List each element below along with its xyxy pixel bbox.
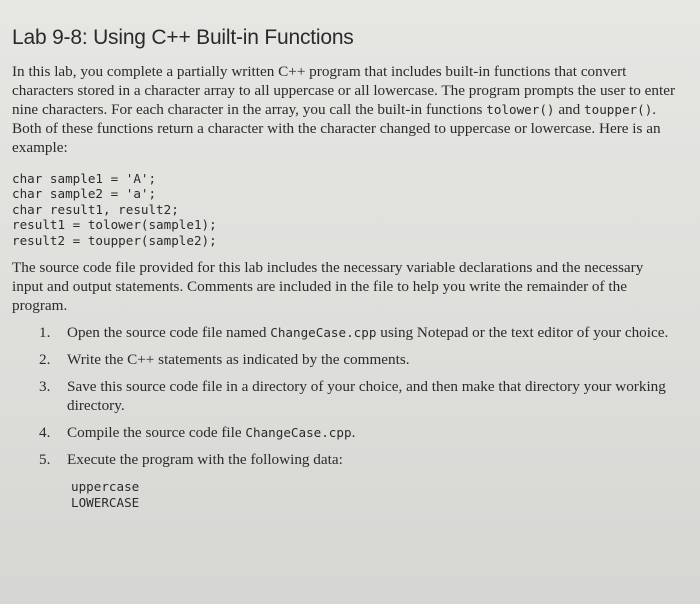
step-filename: ChangeCase.cpp <box>270 325 377 341</box>
code-example <box>12 171 678 248</box>
test-data-line: uppercase <box>71 479 140 495</box>
test-data-line: LOWERCASE <box>71 495 140 511</box>
test-data-block <box>71 479 678 511</box>
code-line: char sample1 = 'A'; <box>12 171 157 186</box>
source-file-paragraph: The source code file provided for this lab includes the necessary variable declarations and the necessary input and output statements. Comments are included in the file to help you write the remainder of the program. <box>12 259 644 315</box>
step-text: Write the C++ statements as indicated by the comments. <box>67 351 410 369</box>
tolower-function: tolower() <box>486 102 555 117</box>
intro-text-1: In this lab, you complete a partially written C++ program that includes built-in functions that convert characters stored in a character array to all uppercase or all lowercase. The program prompts the user to enter nine characters. For each character in the array, you call the built-in functions <box>12 63 676 118</box>
steps-list <box>12 323 678 469</box>
step-text: Save this source code file in a directory of your choice, and then make that directory your working directory. <box>67 378 666 415</box>
intro-text-2: and <box>554 101 585 118</box>
step-item <box>12 423 678 442</box>
code-line: char sample2 = 'a'; <box>12 186 157 202</box>
step-text: Open the source code file named <box>67 324 271 342</box>
step-text: Execute the program with the following data: <box>67 451 343 469</box>
step-number: 1. <box>39 324 51 342</box>
step-number: 2. <box>39 351 51 369</box>
page-title: Lab 9-8: Using C++ Built-in Functions <box>12 26 354 49</box>
step-item <box>12 450 678 469</box>
step-number: 3. <box>39 378 51 396</box>
step-text-after: . <box>351 424 356 442</box>
step-text-after: using Notepad or the text editor of your choice. <box>376 324 669 342</box>
code-line: result2 = toupper(sample2); <box>12 232 217 248</box>
step-filename: ChangeCase.cpp <box>245 425 352 441</box>
code-line: char result1, result2; <box>12 201 179 217</box>
step-item <box>12 377 678 415</box>
intro-paragraph <box>12 62 678 157</box>
step-item <box>12 350 678 369</box>
intro-text-3: . Both of these functions return a character with the character changed to uppercase or lowercase. Here is an example: <box>12 101 661 156</box>
step-number: 5. <box>39 451 51 469</box>
step-item <box>12 323 678 342</box>
step-text: Compile the source code file <box>67 424 246 442</box>
toupper-function: toupper() <box>584 102 653 117</box>
step-number: 4. <box>39 424 51 442</box>
code-line: result1 = tolower(sample1); <box>12 217 217 233</box>
